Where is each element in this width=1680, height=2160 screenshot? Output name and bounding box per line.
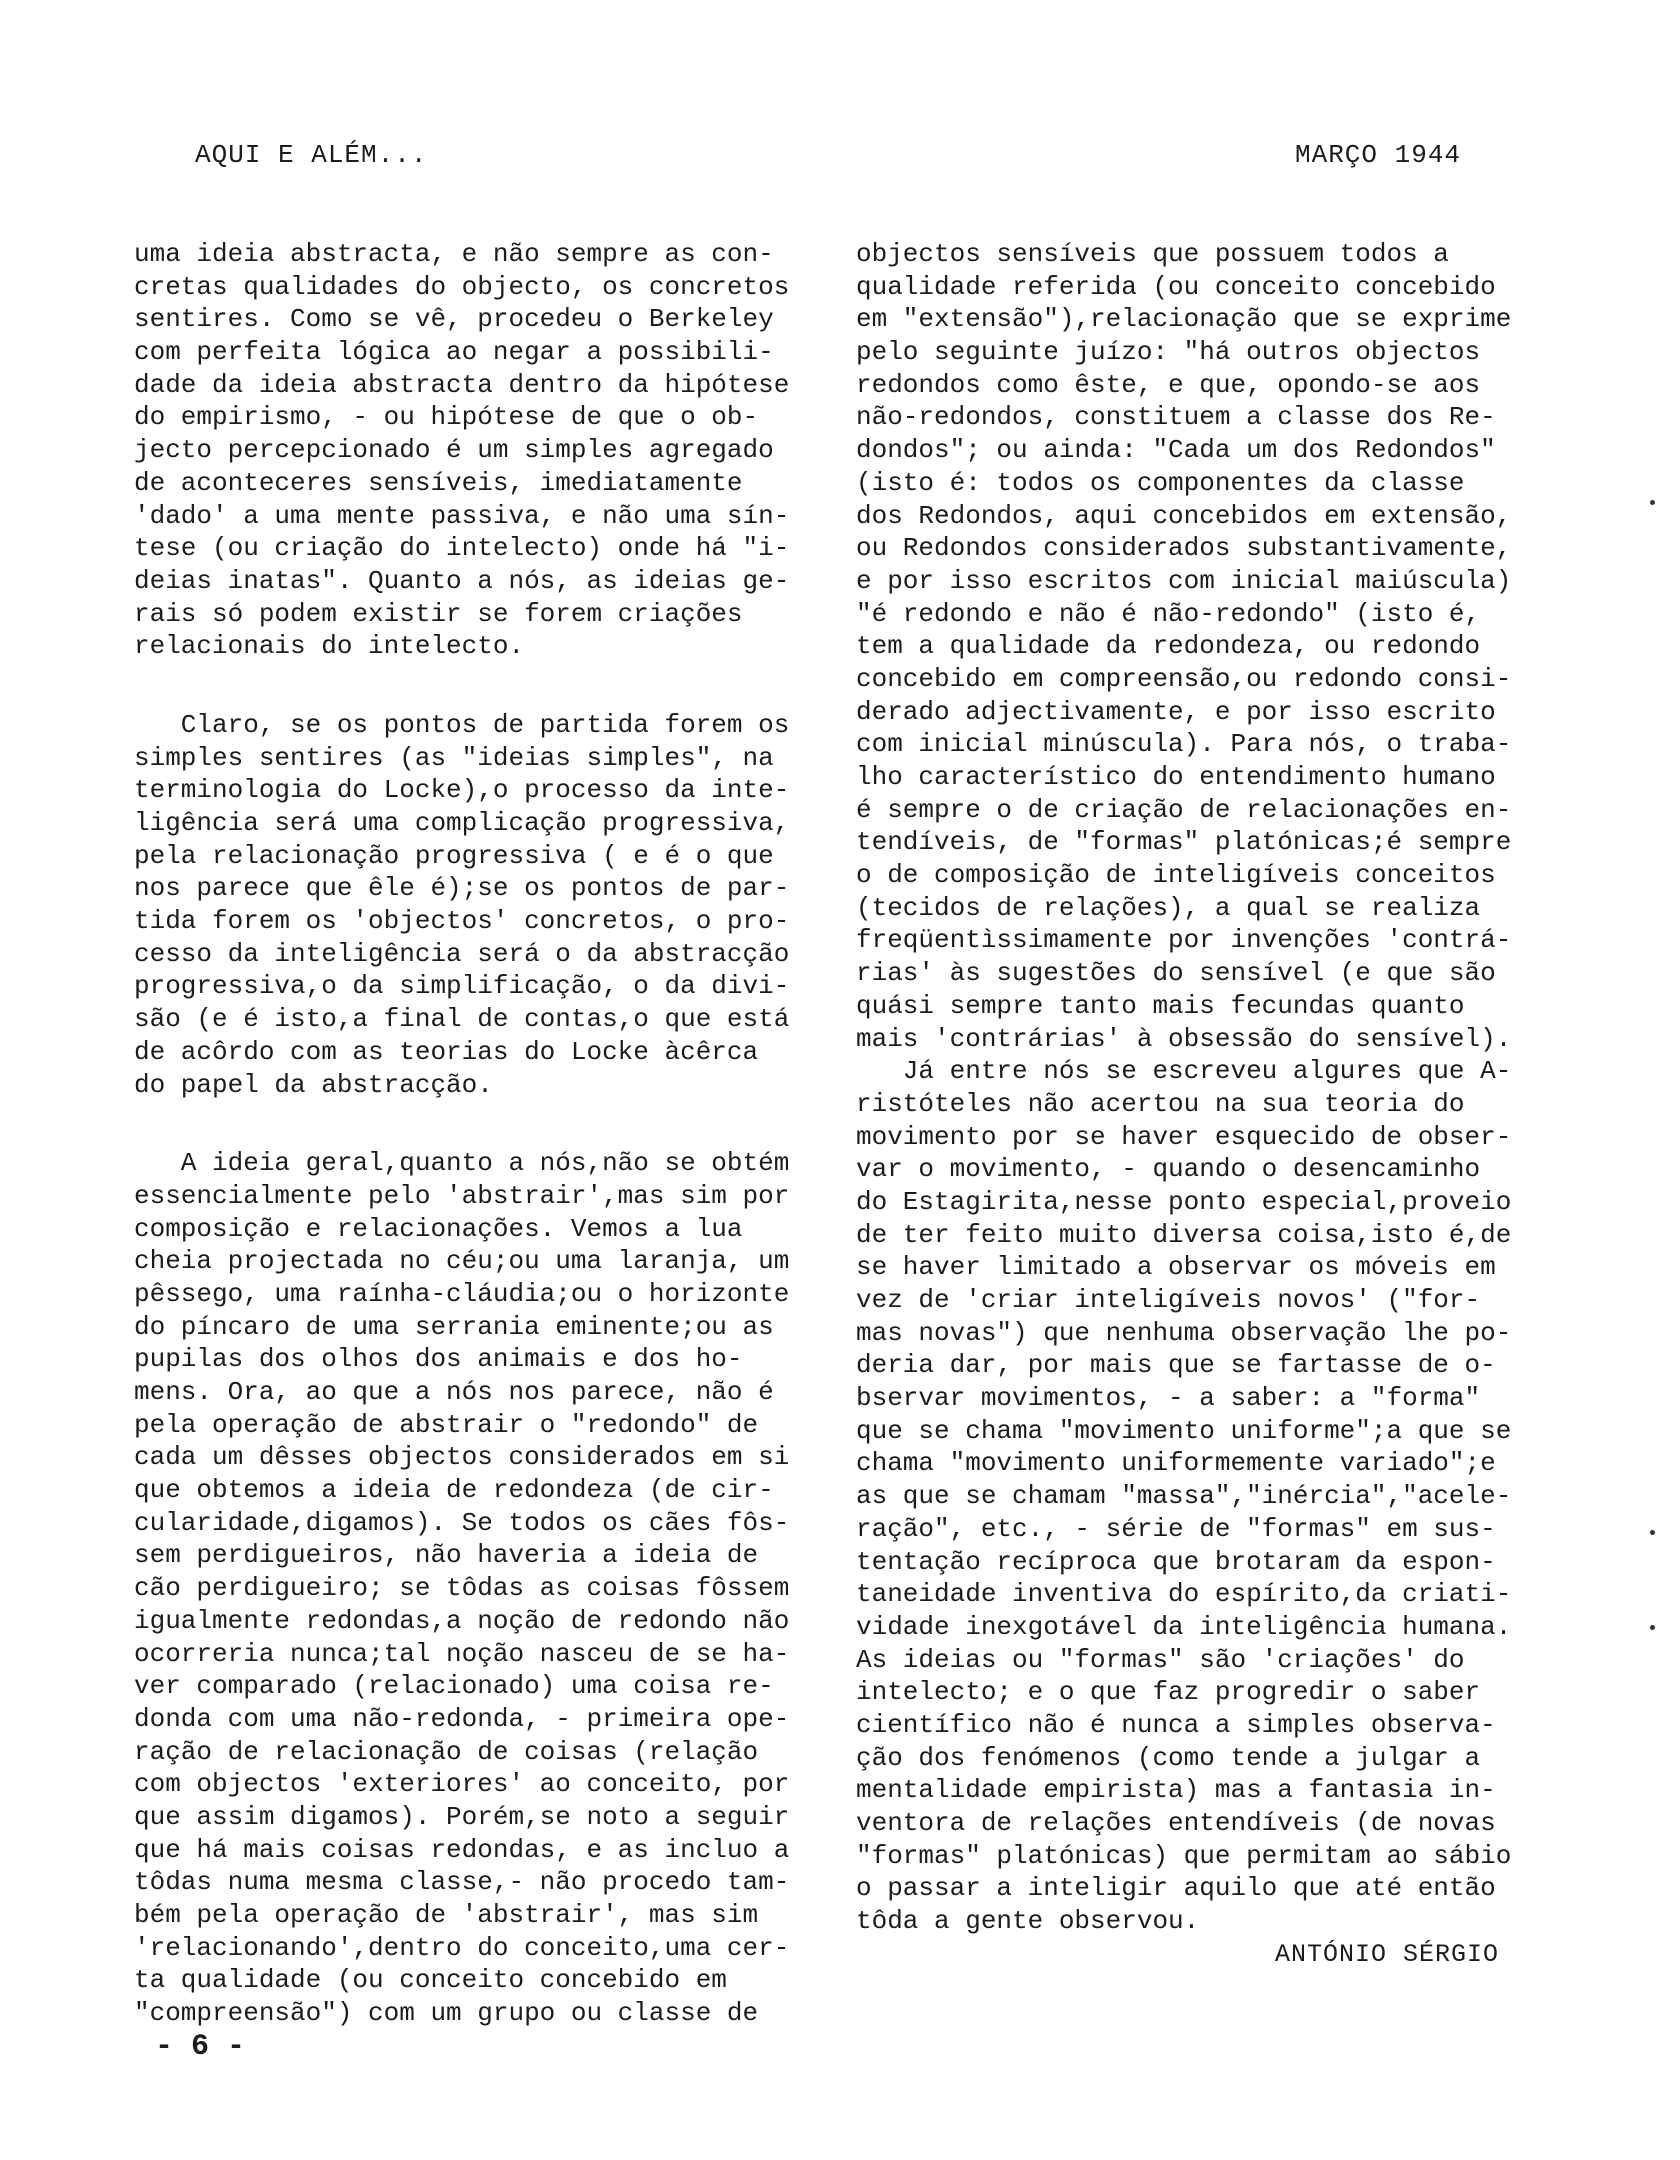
text-line: que se chama "movimento uniforme";a que se (856, 1415, 1512, 1446)
text-line: tendíveis, de "formas" platónicas;é sempre (856, 827, 1512, 858)
left-paragraph-2 (134, 709, 810, 1101)
text-line: rais só podem existir se forem criações (134, 598, 743, 629)
left-paragraph-1 (134, 238, 810, 663)
text-line: donda com uma não-redonda, - primeira ope- (134, 1703, 790, 1734)
text-line: com objectos 'exteriores' ao conceito, por (134, 1769, 790, 1800)
text-line: objectos sensíveis que possuem todos a (856, 239, 1449, 269)
text-line: uma ideia abstracta, e não sempre as con- (134, 239, 774, 269)
text-line: mens. Ora, ao que a nós nos parece, não é (134, 1377, 774, 1407)
text-line: concebido em compreensão,ou redondo consi- (856, 663, 1512, 694)
text-line: lho característico do entendimento humano (856, 762, 1496, 792)
text-line: ligência será uma complicação progressiva, (134, 808, 790, 838)
text-line: de acôrdo com as teorias do Locke àcêrca (134, 1036, 759, 1067)
text-line: (isto é: todos os componentes da classe (856, 467, 1465, 498)
text-line: é sempre o de criação de relacionações en- (856, 794, 1512, 825)
text-line: cesso da inteligência será o da abstracção (134, 938, 790, 969)
text-line: são (e é isto,a final de contas,o que está (134, 1004, 790, 1035)
text-line: sem perdigueiros, não haveria a ideia de (134, 1540, 759, 1571)
running-header-title: AQUI E ALÉM... (195, 140, 428, 170)
text-line: ração", etc., - série de "formas" em sus- (856, 1513, 1496, 1544)
text-line: vez de 'criar inteligíveis novos' ("for- (856, 1285, 1481, 1315)
text-line: que há mais coisas redondas, e as incluo a (134, 1834, 790, 1865)
text-line: 'relacionando',dentro do conceito,uma cer- (134, 1932, 790, 1963)
text-line: de ter feito muito diversa coisa,isto é,de (856, 1219, 1512, 1250)
text-line: jecto percepcionado é um simples agregado (134, 435, 774, 466)
text-line: (tecidos de relações), a qual se realiza (856, 892, 1481, 923)
text-line: ção dos fenómenos (como tende a julgar a (856, 1742, 1481, 1773)
right-column (856, 238, 1536, 1938)
text-line: vidade inexgotável da inteligência humana. (856, 1611, 1512, 1642)
scan-speck (1650, 1625, 1655, 1630)
text-line: freqüentìssimamente por invenções 'contrá- (856, 925, 1512, 956)
left-paragraph-3 (134, 1147, 810, 2030)
text-line: qualidade referida (ou conceito concebido (856, 271, 1496, 302)
text-line: não-redondos, constituem a classe dos Re- (856, 402, 1496, 433)
text-line: mais 'contrárias' à obsessão do sensível). (856, 1023, 1512, 1054)
text-line: cada um dêsses objectos considerados em si (134, 1442, 790, 1473)
text-line: "formas" platónicas) que permitam ao sábio (856, 1840, 1512, 1871)
text-line: as que se chamam "massa","inércia","acele- (856, 1481, 1512, 1512)
text-line: relacionais do intelecto. (134, 631, 525, 662)
text-line: tôdas numa mesma classe,- não procedo tam- (134, 1867, 790, 1898)
author-signature: ANTÓNIO SÉRGIO (1275, 1940, 1500, 1969)
text-line: As ideias ou "formas" são 'criações' do (856, 1644, 1465, 1675)
right-paragraph-2 (856, 1055, 1536, 1938)
text-line: composição e relacionações. Vemos a lua (134, 1213, 743, 1244)
text-line: do píncaro de uma serrania eminente;ou as (134, 1311, 774, 1342)
text-line: terminologia do Locke),o processo da inte- (134, 775, 790, 806)
text-line: simples sentires (as "ideias simples", na (134, 742, 774, 773)
text-line: ocorreria nunca;tal noção nasceu de se ha- (134, 1638, 790, 1669)
text-line: tida forem os 'objectos' concretos, o pro- (134, 906, 790, 937)
text-line: em "extensão"),relacionação que se exprime (856, 304, 1512, 335)
text-line: tôda a gente observou. (856, 1906, 1200, 1937)
text-line: do Estagirita,nesse ponto especial,proveio (856, 1186, 1512, 1217)
text-line: do empirismo, - ou hipótese de que o ob- (134, 402, 759, 433)
text-line: cularidade,digamos). Se todos os cães fôs- (134, 1507, 790, 1538)
text-line: se haver limitado a observar os móveis em (856, 1252, 1496, 1283)
text-line: o passar a inteligir aquilo que até então (856, 1873, 1496, 1904)
text-line: cheia projectada no céu;ou uma laranja, um (134, 1246, 790, 1277)
text-line: ou Redondos considerados substantivamente, (856, 533, 1512, 564)
text-line: o de composição de inteligíveis conceitos (856, 860, 1496, 891)
scan-speck (1650, 500, 1655, 505)
text-line: nos parece que êle é);se os pontos de par- (134, 873, 790, 904)
text-line: "é redondo e não é não-redondo" (isto é, (856, 598, 1481, 629)
text-line: Claro, se os pontos de partida forem os (134, 709, 790, 740)
text-line: ristóteles não acertou na sua teoria do (856, 1088, 1465, 1119)
text-line: pupilas dos olhos dos animais e dos ho- (134, 1344, 743, 1375)
text-line: pêssego, uma raínha-cláudia;ou o horizonte (134, 1278, 790, 1309)
text-line: taneidade inventiva do espírito,da criati- (856, 1579, 1512, 1610)
text-line: dos Redondos, aqui concebidos em extensão, (856, 500, 1512, 531)
text-line: movimento por se haver esquecido de obser- (856, 1121, 1512, 1152)
text-line: igualmente redondas,a noção de redondo não (134, 1605, 790, 1636)
running-header-date: MARÇO 1944 (1295, 140, 1462, 170)
text-line: que obtemos a ideia de redondeza (de cir- (134, 1475, 774, 1506)
text-line: essencialmente pelo 'abstrair',mas sim por (134, 1180, 790, 1211)
text-line: com perfeita lógica ao negar a possibili- (134, 337, 774, 368)
text-line: redondos como êste, e que, opondo-se aos (856, 369, 1481, 400)
text-line: tentação recíproca que brotaram da espon- (856, 1546, 1496, 1577)
text-line: cretas qualidades do objecto, os concretos (134, 271, 790, 302)
text-line: Já entre nós se escreveu algures que A- (856, 1056, 1512, 1087)
text-line: mentalidade empirista) mas a fantasia in- (856, 1775, 1496, 1806)
text-line: quási sempre tanto mais fecundas quanto (856, 990, 1465, 1021)
text-line: deria dar, por mais que se fartasse de o- (856, 1350, 1496, 1381)
text-line: tese (ou criação do intelecto) onde há "i- (134, 533, 790, 564)
text-line: pela operação de abstrair o "redondo" de (134, 1409, 759, 1440)
text-line: deias inatas". Quanto a nós, as ideias ge- (134, 565, 790, 596)
text-line: e por isso escritos com inicial maiúscula) (856, 565, 1512, 596)
text-line: A ideia geral,quanto a nós,não se obtém (134, 1148, 790, 1179)
text-line: ração de relacionação de coisas (relação (134, 1736, 759, 1767)
text-line: do papel da abstracção. (134, 1069, 493, 1100)
text-line: de aconteceres sensíveis, imediatamente (134, 467, 743, 498)
text-line: dade da ideia abstracta dentro da hipótese (134, 369, 790, 400)
text-line: var o movimento, - quando o desencaminho (856, 1154, 1481, 1185)
text-line: ver comparado (relacionado) uma coisa re- (134, 1671, 774, 1702)
text-line: rias' às sugestões do sensível (e que são (856, 958, 1496, 989)
text-line: pelo seguinte juízo: "há outros objectos (856, 337, 1481, 368)
text-line: que assim digamos). Porém,se noto a seguir (134, 1801, 790, 1832)
text-line: sentires. Como se vê, procedeu o Berkeley (134, 304, 774, 335)
text-line: cão perdigueiro; se tôdas as coisas fôssem (134, 1573, 790, 1604)
text-line: dondos"; ou ainda: "Cada um dos Redondos" (856, 435, 1496, 466)
text-line: ventora de relações entendíveis (de novas (856, 1808, 1496, 1838)
text-line: 'dado' a uma mente passiva, e não uma sín- (134, 500, 790, 531)
text-line: bservar movimentos, - a saber: a "forma" (856, 1383, 1481, 1414)
text-line: intelecto; e o que faz progredir o saber (856, 1677, 1481, 1708)
page-number: - 6 - (155, 2030, 246, 2064)
right-paragraph-1 (856, 238, 1536, 1055)
scan-speck (1650, 1530, 1655, 1535)
text-line: "compreensão") com um grupo ou classe de (134, 1998, 759, 2029)
text-line: com inicial minúscula). Para nós, o traba- (856, 729, 1512, 760)
text-line: progressiva,o da simplificação, o da divi- (134, 971, 790, 1002)
text-line: mas novas") que nenhuma observação lhe po- (856, 1317, 1512, 1348)
text-line: derado adjectivamente, e por isso escrito (856, 696, 1496, 727)
left-column (134, 238, 810, 2030)
text-line: tem a qualidade da redondeza, ou redondo (856, 631, 1481, 662)
text-line: pela relacionação progressiva ( e é o que (134, 840, 774, 871)
text-line: chama "movimento uniformemente variado";e (856, 1448, 1496, 1479)
text-line: científico não é nunca a simples observa- (856, 1709, 1496, 1740)
text-line: bém pela operação de 'abstrair', mas sim (134, 1900, 759, 1930)
text-line: ta qualidade (ou conceito concebido em (134, 1965, 727, 1996)
